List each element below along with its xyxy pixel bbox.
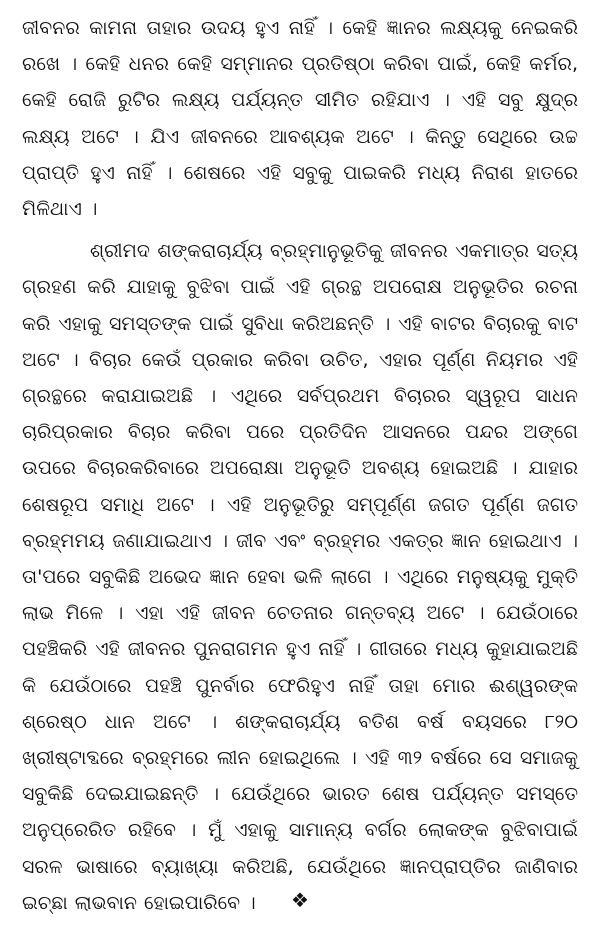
ornament-divider: ❖ (291, 888, 309, 912)
paragraph-2: ଶ୍ରୀମଦ ଶଙ୍କରାଚାର୍ଯ୍ୟ ବ୍ରହ୍ମାନୁଭୂତିକୁ ଜୀବନର ଏକମାତ୍ର ସତ୍ୟ ଗ୍ରହଣ କରି ଯାହାକୁ ବୁଝିବା ପାଇଁ ଏହି ଗ୍ରନ୍ଥ ଅପରୋକ୍ଷ ଅନୁଭୂତିର ରଚନା କରି ଏହାକୁ ସମସ୍ତଙ୍କ ପାଇଁ ସୁବିଧା କରିଅଛନ୍ତି । ଏହି ବାଟର ବିଚାରକୁ ବାଟ ଅଟେ । ବିଚାର କେଉଁ ପ୍ରକାର କରିବା ଉଚିତ, ଏହାର ପୂର୍ଣ୍ଣ ନିୟମର ଏହି ଗ୍ରନ୍ଥରେ କରାଯାଇଅଛି । ଏଥିରେ ସର୍ବପ୍ରଥମ ବିଚାରର ସ୍ୱରୂପ ସାଧନ ଚାରିପ୍ରକାର ବିଚାର କରିବା ପରେ ପ୍ରତିଦିନ ଆସନରେ ପନ୍ଦର ଅଙ୍ଗେ ଉପରେ ବିଚାରକରିବାରେ ଅପରୋକ୍ଷା ଅନୁଭୂତି ଅବଶ୍ୟ ହୋଇଅଛି । ଯାହାର ଶେଷରୂପ ସମାଧି ଅଟେ । ଏହି ଅନୁଭୂତିରୁ ସମ୍ପୂର୍ଣ୍ଣ ଜଗତ ପୂର୍ଣ୍ଣ ଜଗତ ବ୍ରହ୍ମମୟ ଜଣାଯାଇଥାଏ । ଜୀବ ଏବଂ ବ୍ରହ୍ମର ଏକତ୍ର ଜ୍ଞାନ ହୋଇଥାଏ । ତା'ପରେ ସବୁକିଛି ଅଭେଦ ଜ୍ଞାନ ହେବା ଭଳି ଲାଗେ । ଏଥିରେ ମନୁଷ୍ୟକୁ ମୁକ୍ତି ଲାଭ ମିଳେ । ଏହା ଏହି ଜୀବନ ଚେତନାର ଗନ୍ତବ୍ୟ ଅଟେ । ଯେଉଁଠାରେ ପହଞ୍ଚିକରି ଏହି ଜୀବନର ପୁନରାଗମନ ହୁଏ ନାହିଁ । ଗୀତାରେ ମଧ୍ୟ କୁହାଯାଇଅଛି କି ଯେଉଁଠାରେ ପହଞ୍ଚି ପୁନର୍ବାର ଫେରିହୁଏ ନାହିଁ ତାହା ମୋର ଈଶ୍ୱରଙ୍କ ଶ୍ରେଷ୍ଠ ଧାନ ଅଟେ । ଶଙ୍କରାଚାର୍ଯ୍ୟ ବତିଶ ବର୍ଷ ବୟସରେ ୮୨୦ ଖ୍ରୀଷ୍ଟାବ୍ଦରେ ବ୍ରହ୍ମରେ ଲୀନ ହୋଇଥିଲେ । ଏହି ୩୨ ବର୍ଷରେ ସେ ସମାଜକୁ ସବୁକିଛି ଦେଇଯାଇଛନ୍ତି । ଯେଉଁଥିରେ ଭାରତ ଶେଷ ପର୍ଯ୍ୟନ୍ତ ସମସ୍ତେ ଅନୁପ୍ରେରିତ ରହିବେ । ମୁଁ ଏହାକୁ ସାମାନ୍ୟ ବର୍ଗର ଲୋକଙ୍କ ବୁଝିବାପାଇଁ ସରଳ ଭାଷାରେ ବ୍ୟାଖ୍ୟା କରିଅଛି, ଯେଉଁଥିରେ ଜ୍ଞାନପ୍ରାପ୍ତିର ଜାଣିବାର ଇଚ୍ଛା ଲାଭବାନ ହୋଇପାରିବେ । (22, 240, 578, 914)
paragraph-1: ଜୀବନର କାମନା ତାହାର ଉଦୟ ହୁଏ ନାହିଁ । କେହି ଜ୍ଞାନର ଲକ୍ଷ୍ୟକୁ ନେଇକରି ରଖେ । କେହି ଧନର କେହି ସମ୍ମାନର ପ୍ରତିଷ୍ଠା କରିବା ପାଇଁ, କେହି କର୍ମର, କେହି ରୋଜି ରୁଟିର ଲକ୍ଷ୍ୟ ପର୍ଯ୍ୟନ୍ତ ସୀମିତ ରହିଯାଏ । ଏହି ସବୁ କ୍ଷୁଦ୍ର ଲକ୍ଷ୍ୟ ଅଟେ । ଯିଏ ଜୀବନରେ ଆବଶ୍ୟକ ଅଟେ । କିନ୍ତୁ ସେଥିରେ ଉଚ୍ଚ ପ୍ରାପ୍ତି ହୁଏ ନାହିଁ । ଶେଷରେ ଏହି ସବୁକୁ ପାଇକରି ମଧ୍ୟ ନିରାଶ ହାତରେ ମିଳିଥାଏ । (22, 17, 578, 221)
